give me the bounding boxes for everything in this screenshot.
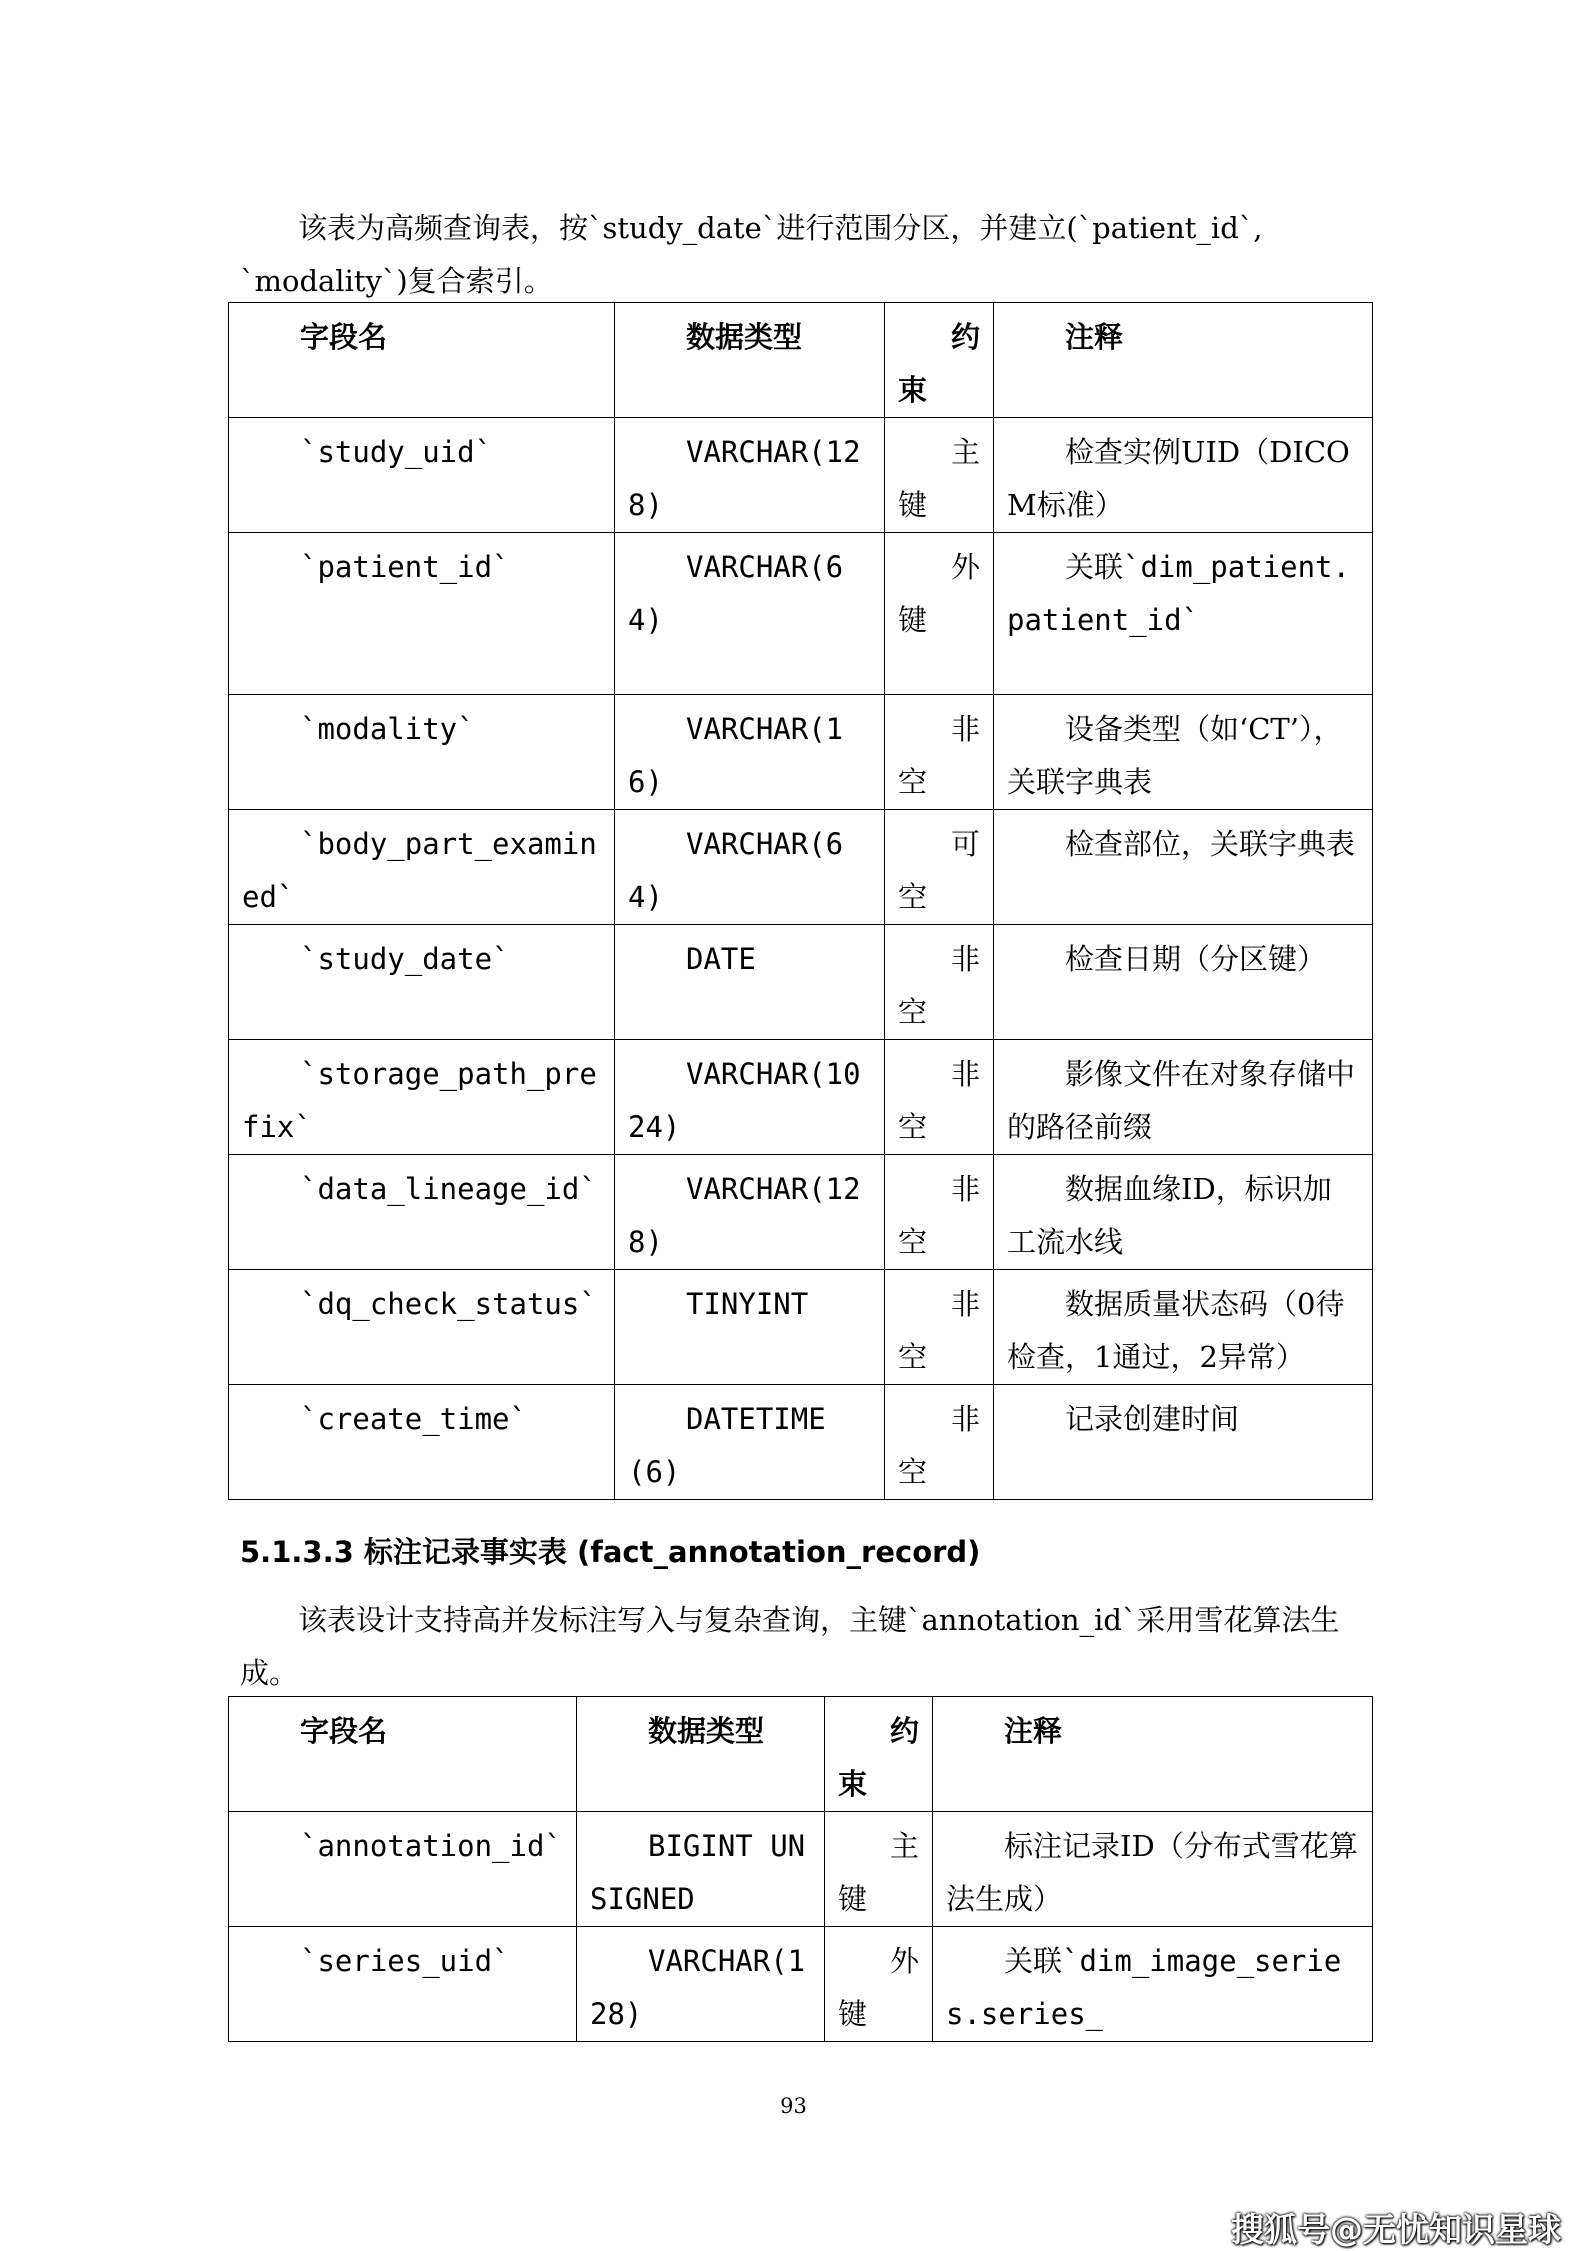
field-note: 检查日期（分区键） bbox=[994, 925, 1373, 1040]
header-data-type: 数据类型 bbox=[577, 1697, 825, 1812]
field-note: 检查部位，关联字典表 bbox=[994, 810, 1373, 925]
field-constraint bbox=[885, 695, 994, 810]
field-name: `create_time` bbox=[229, 1385, 615, 1500]
field-note: 关联`dim_patient.patient_id` bbox=[994, 533, 1373, 695]
field-name: `patient_id` bbox=[229, 533, 615, 695]
constraint-1: 非 bbox=[950, 942, 980, 976]
field-type: VARCHAR(128) bbox=[577, 1927, 825, 2042]
field-type: VARCHAR(128) bbox=[615, 418, 885, 533]
field-note: 标注记录ID（分布式雪花算法生成） bbox=[933, 1812, 1373, 1927]
table-header-row bbox=[229, 1697, 1373, 1812]
constraint-2: 键 bbox=[838, 1882, 868, 1916]
header-note: 注释 bbox=[933, 1697, 1373, 1812]
constraint-1: 可 bbox=[950, 827, 980, 861]
constraint-2: 空 bbox=[898, 765, 928, 799]
field-constraint bbox=[885, 810, 994, 925]
constraint-2: 键 bbox=[838, 1997, 868, 2031]
constraint-2: 键 bbox=[898, 603, 928, 637]
field-note: 设备类型（如‘CT’），关联字典表 bbox=[994, 695, 1373, 810]
header-field-name: 字段名 bbox=[229, 1697, 577, 1812]
field-constraint bbox=[885, 1155, 994, 1270]
constraint-1: 非 bbox=[950, 712, 980, 746]
field-constraint bbox=[885, 1385, 994, 1500]
section-heading: 5.1.3.3 标注记录事实表 (fact_annotation_record) bbox=[240, 1535, 981, 1569]
field-note: 检查实例UID（DICOM标准） bbox=[994, 418, 1373, 533]
field-type: TINYINT bbox=[615, 1270, 885, 1385]
field-note: 数据质量状态码（0待检查，1通过，2异常） bbox=[994, 1270, 1373, 1385]
fact-study-table bbox=[228, 302, 1373, 1500]
field-type: DATETIME(6) bbox=[615, 1385, 885, 1500]
field-note: 数据血缘ID，标识加工流水线 bbox=[994, 1155, 1373, 1270]
constraint-1: 主 bbox=[950, 435, 980, 469]
table-row bbox=[229, 1927, 1373, 2042]
header-constraint-1: 约 bbox=[889, 1714, 919, 1748]
field-note: 关联`dim_image_series.series_ bbox=[933, 1927, 1373, 2042]
table-row bbox=[229, 925, 1373, 1040]
field-name: `modality` bbox=[229, 695, 615, 810]
field-name: `study_date` bbox=[229, 925, 615, 1040]
header-data-type: 数据类型 bbox=[615, 303, 885, 418]
constraint-1: 非 bbox=[950, 1057, 980, 1091]
field-name: `data_lineage_id` bbox=[229, 1155, 615, 1270]
field-note: 影像文件在对象存储中的路径前缀 bbox=[994, 1040, 1373, 1155]
table-row bbox=[229, 1155, 1373, 1270]
field-type: VARCHAR(16) bbox=[615, 695, 885, 810]
constraint-2: 空 bbox=[898, 995, 928, 1029]
field-constraint bbox=[885, 533, 994, 695]
field-constraint bbox=[885, 1270, 994, 1385]
header-field-name: 字段名 bbox=[229, 303, 615, 418]
watermark: 搜狐号@无忧知识星球 bbox=[1231, 2210, 1561, 2249]
field-name: `annotation_id` bbox=[229, 1812, 577, 1927]
table-row bbox=[229, 1040, 1373, 1155]
field-constraint bbox=[825, 1812, 933, 1927]
page-number: 93 bbox=[780, 2094, 807, 2118]
field-type: VARCHAR(1024) bbox=[615, 1040, 885, 1155]
table-row bbox=[229, 1385, 1373, 1500]
constraint-2: 空 bbox=[898, 1225, 928, 1259]
section-paragraph: 该表设计支持高并发标注写入与复杂查询，主键`annotation_id`采用雪花算法生成。 bbox=[240, 1603, 1340, 1690]
fact-annotation-table bbox=[228, 1696, 1373, 2042]
constraint-1: 非 bbox=[950, 1172, 980, 1206]
constraint-1: 外 bbox=[950, 550, 980, 584]
constraint-2: 空 bbox=[898, 1110, 928, 1144]
constraint-2: 键 bbox=[898, 488, 928, 522]
header-constraint bbox=[885, 303, 994, 418]
field-type: VARCHAR(64) bbox=[615, 810, 885, 925]
constraint-2: 空 bbox=[898, 1340, 928, 1374]
header-constraint-1: 约 bbox=[950, 320, 980, 354]
constraint-1: 外 bbox=[889, 1944, 919, 1978]
constraint-2: 空 bbox=[898, 1455, 928, 1489]
table-row bbox=[229, 695, 1373, 810]
field-constraint bbox=[885, 1040, 994, 1155]
intro-paragraph: 该表为高频查询表，按`study_date`进行范围分区，并建立(`patient_id`, `modality`)复合索引。 bbox=[240, 211, 1263, 298]
constraint-1: 主 bbox=[889, 1829, 919, 1863]
header-constraint bbox=[825, 1697, 933, 1812]
table-row bbox=[229, 810, 1373, 925]
header-constraint-2: 束 bbox=[838, 1767, 868, 1801]
field-name: `storage_path_prefix` bbox=[229, 1040, 615, 1155]
field-type: VARCHAR(64) bbox=[615, 533, 885, 695]
field-constraint bbox=[885, 418, 994, 533]
field-type: VARCHAR(128) bbox=[615, 1155, 885, 1270]
field-note: 记录创建时间 bbox=[994, 1385, 1373, 1500]
constraint-2: 空 bbox=[898, 880, 928, 914]
constraint-1: 非 bbox=[950, 1287, 980, 1321]
field-type: DATE bbox=[615, 925, 885, 1040]
field-constraint bbox=[825, 1927, 933, 2042]
field-name: `series_uid` bbox=[229, 1927, 577, 2042]
field-constraint bbox=[885, 925, 994, 1040]
table-row bbox=[229, 1812, 1373, 1927]
table-row bbox=[229, 1270, 1373, 1385]
field-name: `body_part_examined` bbox=[229, 810, 615, 925]
field-type: BIGINT UNSIGNED bbox=[577, 1812, 825, 1927]
field-name: `study_uid` bbox=[229, 418, 615, 533]
header-note: 注释 bbox=[994, 303, 1373, 418]
constraint-1: 非 bbox=[950, 1402, 980, 1436]
table-row bbox=[229, 418, 1373, 533]
header-constraint-2: 束 bbox=[898, 373, 928, 407]
field-name: `dq_check_status` bbox=[229, 1270, 615, 1385]
table-header-row bbox=[229, 303, 1373, 418]
table-row bbox=[229, 533, 1373, 695]
